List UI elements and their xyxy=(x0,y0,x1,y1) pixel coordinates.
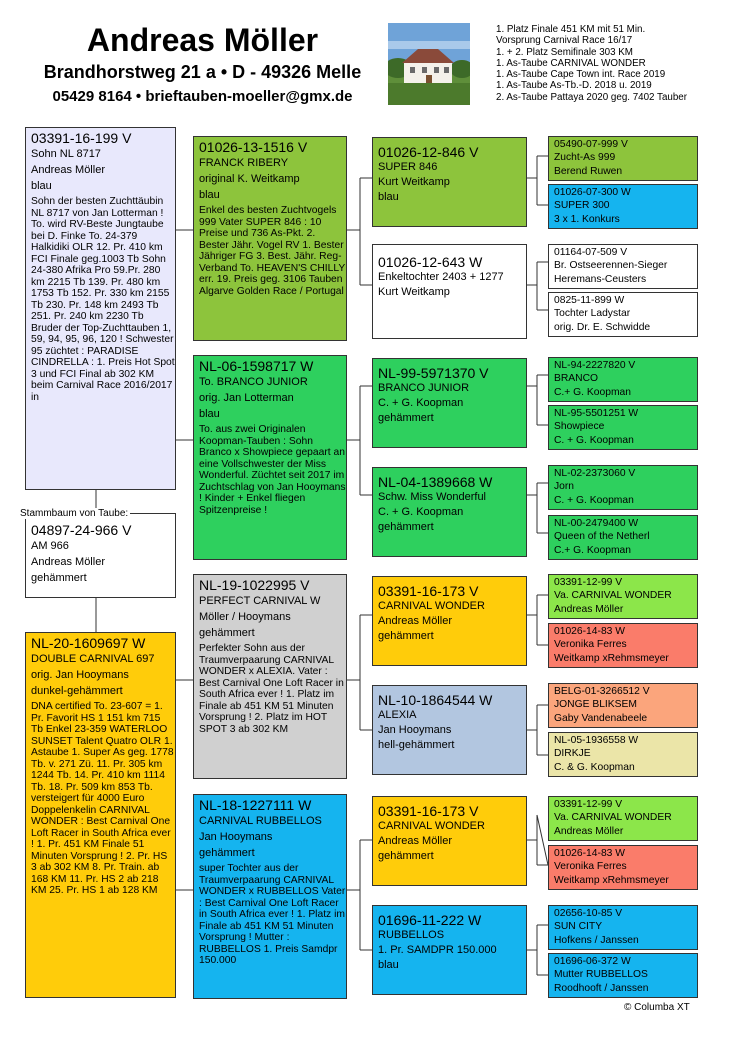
fff-ring: 01026-12-846 V xyxy=(378,144,479,160)
ggg-card-8 xyxy=(548,515,698,560)
mm-card xyxy=(193,794,347,999)
mff-name: CARNIVAL WONDER xyxy=(378,600,485,612)
achievements-list xyxy=(496,24,746,103)
mm-ring: NL-18-1227111 W xyxy=(199,797,312,813)
mm-name: CARNIVAL RUBBELLOS xyxy=(199,815,322,827)
mother-ring: NL-20-1609697 W xyxy=(31,635,146,651)
ggg-ring: 0825-11-899 W xyxy=(554,295,625,306)
fff-color: blau xyxy=(378,190,399,203)
ff-color: blau xyxy=(199,189,220,201)
achievement-line: 1. As-Taube Cape Town int. Race 2019 xyxy=(496,69,666,81)
ggg-breeder: Andreas Möller xyxy=(554,825,624,837)
ffm-card xyxy=(372,244,527,339)
ggg-card-14 xyxy=(548,845,698,890)
mfm-name: ALEXIA xyxy=(378,709,417,721)
ffm-ring: 01026-12-643 W xyxy=(378,254,483,270)
achievement-line: Vorsprung Carnival Race 16/17 xyxy=(496,35,633,47)
ggg-breeder: Hofkens / Janssen xyxy=(554,934,639,946)
ggg-breeder: C.+ G. Koopman xyxy=(554,386,631,398)
ggg-ring: 01026-14-83 W xyxy=(554,848,625,859)
achievement-line: 1. As-Taube As-Tb.-D. 2018 u. 2019 xyxy=(496,80,652,92)
ggg-name: Jorn xyxy=(554,481,575,493)
ggg-ring: NL-05-1936558 W xyxy=(554,735,639,746)
fmm-name: Schw. Miss Wonderful xyxy=(378,491,487,503)
breeder-contact: 05429 8164 • brieftauben-moeller@gmx.de xyxy=(52,88,353,105)
fm-card xyxy=(193,355,347,560)
ffm-breeder: Kurt Weitkamp xyxy=(378,285,450,298)
mother-color: dunkel-gehämmert xyxy=(31,685,123,697)
mff-card xyxy=(372,576,527,666)
ggg-name: Br. Ostseerennen-Sieger xyxy=(554,260,668,272)
mmf-ring: 03391-16-173 V xyxy=(378,803,479,819)
fm-ring: NL-06-1598717 W xyxy=(199,358,314,374)
ggg-card-13 xyxy=(548,796,698,841)
ggg-name: SUPER 300 xyxy=(554,200,610,212)
fff-name: SUPER 846 xyxy=(378,161,438,173)
fmf-name: BRANCO JUNIOR xyxy=(378,382,470,394)
fm-name: To. BRANCO JUNIOR xyxy=(199,376,308,388)
ggg-name: Va. CARNIVAL WONDER xyxy=(554,812,672,824)
mm-breeder: Jan Hooymans xyxy=(199,831,273,843)
ggg-name: BRANCO xyxy=(554,373,599,385)
loft-house-image xyxy=(388,23,470,105)
ff-name: FRANCK RIBERY xyxy=(199,157,289,169)
ggg-name: Va. CARNIVAL WONDER xyxy=(554,590,672,602)
mff-ring: 03391-16-173 V xyxy=(378,583,479,599)
ggg-name: SUN CITY xyxy=(554,921,603,933)
fmf-breeder: C. + G. Koopman xyxy=(378,396,464,409)
ggg-ring: 01696-06-372 W xyxy=(554,956,631,967)
ggg-ring: 03391-12-99 V xyxy=(554,799,623,810)
mother-name: DOUBLE CARNIVAL 697 xyxy=(31,653,155,665)
ggg-card-16 xyxy=(548,953,698,998)
ggg-ring: NL-00-2479400 W xyxy=(554,518,639,529)
achievement-line: 1. As-Taube CARNIVAL WONDER xyxy=(496,57,646,69)
fmf-ring: NL-99-5971370 V xyxy=(378,365,489,381)
ggg-card-9 xyxy=(548,574,698,619)
father-color: blau xyxy=(31,180,52,192)
subject-name: AM 966 xyxy=(31,540,69,552)
ggg-name: Veronika Ferres xyxy=(554,639,627,651)
breeder-name: Andreas Möller xyxy=(86,22,319,58)
mf-ring: NL-19-1022995 V xyxy=(199,577,310,593)
ggg-card-15 xyxy=(548,905,698,950)
father-ring: 03391-16-199 V xyxy=(31,130,132,146)
mother-card xyxy=(25,632,176,998)
fmm-card xyxy=(372,467,527,557)
ggg-breeder: Roodhooft / Janssen xyxy=(554,982,649,994)
ggg-breeder: orig. Dr. E. Schwidde xyxy=(554,321,651,333)
ggg-card-7 xyxy=(548,465,698,510)
subject-card xyxy=(25,513,176,598)
ggg-card-3 xyxy=(548,244,698,289)
achievement-line: 1. + 2. Platz Semifinale 303 KM xyxy=(496,46,633,58)
ggg-name: Mutter RUBBELLOS xyxy=(554,969,648,981)
subject-label: Stammbaum von Taube: xyxy=(20,508,129,519)
ggg-card-11 xyxy=(548,683,698,728)
ggg-ring: NL-94-2227820 V xyxy=(554,360,636,371)
fm-description: To. aus zwei Originalen Koopman-Tauben : Sohn Branco x Showpiece gepaart an eine Vollschwester der Miss Wonderful. Züchtet seit 2017 im Zuchtschlag von Jan Hooymans ! Kinder + Enkel fliegen Spitzenpreise ! xyxy=(199,424,346,516)
ggg-name: Tochter Ladystar xyxy=(554,308,631,320)
ggg-card-10 xyxy=(548,623,698,668)
mother-description: DNA certified To. 23-607 = 1. Pr. Favorit HS 1 151 km 715 Tb Enkel 23-359 WATERLOO SUNSET Talent Quatro OLR 1. Astaube 1. Super As geg. 1778 Tb. v. 271 Zü. 11. Pr. 305 km 1244 Tb. 14. Pr. 410 km 1114 Tb. 18. Pr. 509 km 853 Tb. versteigert für 4000 Euro Doppelenkelin CARNIVAL WONDER : Best Carnival One Loft Racer in South Africa ever ! 1. Pr. 451 KM Finale 51 Minuten Vorsprung ! 2. Pr. HS 3 ab 302 KM 8. Pr. Train. ab 168 KM 11. Pr. HS 2 ab 218 KM 25. Pr. HS 1 ab 128 KM xyxy=(31,701,174,896)
ff-card xyxy=(193,136,347,341)
ggg-breeder: C. + G. Koopman xyxy=(554,434,634,446)
mmm-ring: 01696-11-222 W xyxy=(378,912,482,928)
achievement-line: 2. As-Taube Pattaya 2020 geg. 7402 Tauber xyxy=(496,91,688,103)
ff-ring: 01026-13-1516 V xyxy=(199,139,308,155)
ggg-name: Queen of the Netherl xyxy=(554,531,650,543)
fm-color: blau xyxy=(199,408,220,420)
mfm-breeder: Jan Hooymans xyxy=(378,723,452,736)
fm-breeder: orig. Jan Lotterman xyxy=(199,392,294,404)
father-breeder: Andreas Möller xyxy=(31,164,105,176)
ggg-ring: 03391-12-99 V xyxy=(554,577,623,588)
mfm-color: hell-gehämmert xyxy=(378,738,455,751)
ggg-breeder: Andreas Möller xyxy=(554,603,624,615)
mf-description: Perfekter Sohn aus der Traumverpaarung CARNIVAL WONDER x ALEXIA. Vater : Best Carnival One Loft Racer in South Africa ever ! 1. Platz im Finale ab 451 KM 51 Minuten Vorsprung ! 2. Platz im HOT SPOT 3 ab 302 KM xyxy=(199,643,344,735)
ggg-card-1 xyxy=(548,136,698,181)
ggg-name: JONGE BLIKSEM xyxy=(554,699,637,711)
mm-color: gehämmert xyxy=(199,847,255,859)
ggg-ring: 01026-07-300 W xyxy=(554,187,631,198)
breeder-address: Brandhorstweg 21 a • D - 49326 Melle xyxy=(43,62,362,82)
ggg-name: Showpiece xyxy=(554,421,605,433)
ggg-ring: NL-02-2373060 V xyxy=(554,468,636,479)
subject-ring: 04897-24-966 V xyxy=(31,522,132,538)
mf-breeder: Möller / Hooymans xyxy=(199,611,291,623)
ggg-ring: 01164-07-509 V xyxy=(554,247,628,258)
mfm-ring: NL-10-1864544 W xyxy=(378,692,493,708)
ggg-name: DIRKJE xyxy=(554,748,591,760)
ggg-ring: 05490-07-999 V xyxy=(554,139,628,150)
ff-breeder: original K. Weitkamp xyxy=(199,173,300,185)
mmm-card xyxy=(372,905,527,995)
ggg-breeder: Weitkamp xRehmsmeyer xyxy=(554,652,669,664)
fmm-ring: NL-04-1389668 W xyxy=(378,474,493,490)
mother-breeder: orig. Jan Hooymans xyxy=(31,669,129,681)
mmf-name: CARNIVAL WONDER xyxy=(378,820,485,832)
mff-breeder: Andreas Möller xyxy=(378,614,452,627)
mf-name: PERFECT CARNIVAL W xyxy=(199,595,321,607)
ggg-ring: NL-95-5501251 W xyxy=(554,408,639,419)
ggg-name: Zucht-As 999 xyxy=(554,152,616,164)
ffm-name: Enkeltochter 2403 + 1277 xyxy=(378,271,504,283)
fff-card xyxy=(372,137,527,227)
fmf-card xyxy=(372,358,527,448)
mfm-card xyxy=(372,685,527,775)
mmf-color: gehämmert xyxy=(378,849,434,862)
copyright-note: © Columba XT xyxy=(624,1002,690,1013)
subject-breeder: Andreas Möller xyxy=(31,556,105,568)
ggg-breeder: Gaby Vandenabeele xyxy=(554,712,648,724)
ggg-card-12 xyxy=(548,732,698,777)
ggg-card-5 xyxy=(548,357,698,402)
father-card xyxy=(25,127,176,490)
fmf-color: gehämmert xyxy=(378,411,434,424)
father-name: Sohn NL 8717 xyxy=(31,148,101,160)
ggg-card-4 xyxy=(548,292,698,337)
subject-color: gehämmert xyxy=(31,572,87,584)
mm-description: super Tochter aus der Traumverpaarung CARNIVAL WONDER x RUBBELLOS Vater : Best Carnival One Loft Racer in South Africa ever ! 1. Platz im Finale ab 451 KM 51 Minuten Vorsprung ! Mutter : RUBBELLOS 1. Preis Samdpr 150.000 xyxy=(199,863,346,966)
ggg-breeder: 3 x 1. Konkurs xyxy=(554,213,620,225)
ggg-card-2 xyxy=(548,184,698,229)
fmm-color: gehämmert xyxy=(378,520,434,533)
mmm-color: blau xyxy=(378,958,399,971)
mmf-breeder: Andreas Möller xyxy=(378,834,452,847)
mf-color: gehämmert xyxy=(199,627,255,639)
ggg-breeder: C. & G. Koopman xyxy=(554,761,635,773)
mmm-breeder: 1. Pr. SAMDPR 150.000 xyxy=(378,943,497,956)
father-description: Sohn der besten Zuchttäubin NL 8717 von Jan Lotterman ! To. wird RV-Beste Jungtaube bei D. Finke To. 24-379 Halkidiki OLR 12. Pr. 410 km FCI Finale geg.1003 Tb Sohn 24-380 Afrika Pro 59.Pr. 280 km 2215 Tb 139. Pr. 480 km 1753 Tb 152. Pr. 330 km 2155 Tb 230. Pr. 148 km 2493 Tb 251. Pr. 240 km 2230 Tb Bruder der Top-Zuchttauben 1, 59, 94, 95, 96, 120 ! Schwester 95 züchtet : PARADISE CINDRELLA : 1. Preis Hot Spot 3 und FCI Final ab 302 KM beim Carnival Race 2016/2017 in xyxy=(31,196,175,403)
ggg-breeder: C.+ G. Koopman xyxy=(554,544,631,556)
ggg-breeder: Heremans-Ceusters xyxy=(554,273,647,285)
ggg-breeder: Berend Ruwen xyxy=(554,165,623,177)
ggg-breeder: C. + G. Koopman xyxy=(554,494,634,506)
ggg-ring: BELG-01-3266512 V xyxy=(554,686,650,697)
ggg-breeder: Weitkamp xRehmsmeyer xyxy=(554,874,669,886)
ff-description: Enkel des besten Zuchtvogels 999 Vater SUPER 846 : 10 Preise und 736 As-Pkt. 2. Bester Jähr. Vogel RV 1. Bester Jähriger FG 3. Best. Jähr. Reg-Verband To. HEAVEN'S CHILLY err. 19. Preis geg. 3106 Tauben Algarve Golden Race / Portugal xyxy=(199,205,346,297)
ggg-name: Veronika Ferres xyxy=(554,861,627,873)
achievement-line: 1. Platz Finale 451 KM mit 51 Min. xyxy=(496,24,646,35)
fff-breeder: Kurt Weitkamp xyxy=(378,175,450,188)
fmm-breeder: C. + G. Koopman xyxy=(378,505,464,518)
mmf-card xyxy=(372,796,527,886)
mff-color: gehämmert xyxy=(378,629,434,642)
ggg-card-6 xyxy=(548,405,698,450)
ggg-ring: 02656-10-85 V xyxy=(554,908,623,919)
mf-card xyxy=(193,574,347,779)
ggg-ring: 01026-14-83 W xyxy=(554,626,625,637)
mmm-name: RUBBELLOS xyxy=(378,929,445,941)
